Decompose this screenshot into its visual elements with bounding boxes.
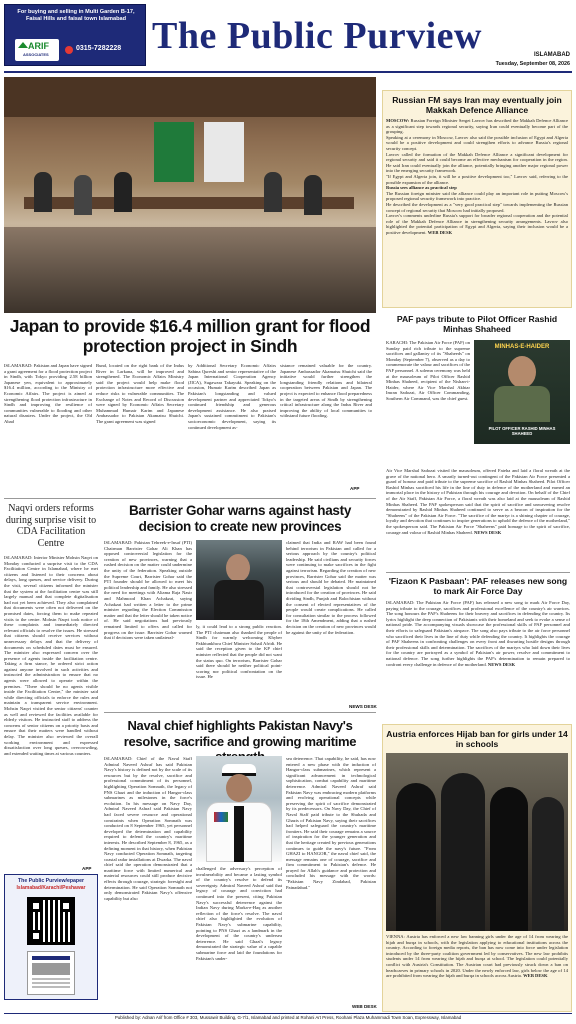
divider bbox=[4, 498, 376, 499]
japan-signing-photo bbox=[4, 77, 376, 313]
gohar-col-1: ISLAMABAD: Pakistan Tehreek-e-Insaf (PTI) Chairman Barrister Gohar Ali Khan has opposed controversial legislation for the creation of new provinces, warning that a rushed decision on the matter could undermine the unity of the federation. Speaking outside the Supreme Court, Barrister Gohar said the PTI founder should be allowed to meet his political leadership and family. He also stressed the need for meetings with Aliama Raja Nasir and Mahmood Khan Achakzai, saying Achakzai had written a letter to the prime minister regarding the Election Commission matter and that the letter should be taken notice of. He said negotiations had previously remained limited to offers and called for progress on the issue. Barrister Gohar warned that if decisions were taken unilateral- bbox=[104, 540, 192, 641]
ad-text: For buying and selling in Multi Garden B-17, Faisal Hills and faisal town Islamabad bbox=[17, 9, 135, 22]
qr-code-icon bbox=[27, 897, 75, 945]
gohar-col-2: ly, it could lead to a strong public reaction. The PTI chairman also thanked the people of Sindh for warmly welcoming Khyber Pakhtunkhwa Chief Minister Sohail Afridi. He said the reception given to the KP chief minister reflected that the people did not want the status quo. On terrorism, Barrister Gohar said there should be neither political point-scoring nor political confrontation on the issue. He bbox=[196, 624, 282, 680]
rashid-minhas-photo bbox=[474, 340, 570, 444]
masthead-title: The Public Purview bbox=[152, 15, 482, 57]
navy-col-1: ISLAMABAD: Chief of the Naval Staff Admiral Naveed Ashraf has said Pakistan Navy's history is defined not by the scale of its resources but by the resolve, sacrifice and professional commitment of its personnel, highlighting Operation Somnath, the legacy of PNS Ghazi and the induction of Hangor-class submarines as milestones in the force's evolution. In his message on Navy Day, Admiral Naveed Ashraf said Pakistan Navy had faced severe resource and operational constraints when Operation Somnath was conducted on 8 September 1965, yet personnel developed the determination and capability required to defend the country's maritime interests. He described September 8, 1965, as a defining moment in that history, when Pakistan Navy conducted Operation Somnath, targeting coastal radar installations at Dwarka. The naval chief said the operation demonstrated that a maritime force with limited numerical and material resources could still produce decisive effects through courage, strategic foresight and determination. He said Operation Somnath not only demonstrated Pakistan Navy's offensive capability but also bbox=[104, 756, 192, 901]
gohar-photo bbox=[196, 540, 282, 620]
house-icon bbox=[18, 42, 28, 48]
phone-icon bbox=[65, 46, 73, 54]
real-estate-ad[interactable] bbox=[4, 4, 146, 66]
navy-credit: WEB DESK bbox=[352, 1004, 377, 1009]
pasban-headline: 'Fizaon K Pasbaan': PAF releases new song to mark Air Force Day bbox=[388, 576, 568, 596]
russia-dateline: MOSCOW: bbox=[386, 118, 410, 123]
gohar-credit: NEWS DESK bbox=[349, 704, 377, 709]
masthead-date: Tuesday, September 08, 2026 bbox=[495, 61, 570, 67]
japan-col-4: sistance remained valuable for the country. Japanese Ambassador Akamatsu Shuichi said the initiative would further strengthen the longstanding friendly relations and bilateral cooperation between Pakistan and Japan. The project is expected to enhance flood preparedness in the targeted areas of Sindh by strengthening critical infrastructure along the Indus River and improving the ability of local communities to withstand future flooding. bbox=[280, 363, 372, 419]
navy-col-2: challenged the adversary's perception of invulnerability and became a lasting symbol of the country's resolve to defend its sovereignty. Admiral Naveed Ashraf said that legacy of courage and conviction had continued into the present, citing Pakistan Navy's successful deterrence against the Indian Navy during Marka-e-Haq as another reflection of the force's resolve. The naval chief also highlighted the evolution of Pakistan Navy's submarine capability, pointing to PNS Ghazi as a landmark in the development of the country's undersea deterrence. He said Ghazi's legacy demonstrated the strategic value of a capable submarine force and laid the foundations for Pakistan's under- bbox=[196, 866, 282, 961]
epaper-line-2[interactable]: Islamabad/Karachi/Peshawar bbox=[16, 885, 86, 891]
russia-headline: Russian FM says Iran may eventually join Makkah Defence Alliance bbox=[392, 95, 562, 115]
ad-brand-sub: ASSOCIATES bbox=[23, 52, 49, 57]
ad-brand: ARIF bbox=[28, 41, 49, 51]
naqvi-headline: Naqvi orders reforms during surprise visit to CDA Facilitation Centre bbox=[5, 503, 97, 549]
paf-col-1: KARACHI: The Pakistan Air Force (PAF) on Sunday paid rich tribute to the supreme sacrifices and gallantry of its "Shaheeds" on Monday (September 7), observed as a day to commemorate the valour and sacrifices of the PAF personnel. A solemn ceremony was held at the mausoleum of Pilot Officer Rashid Minhas Shaheed, recipient of the Nishan-i-Haider, where Air Vice Marshal Akhtar Imran Sadozai, Air Officer Commanding, Southern Air Command, was the chief guest. bbox=[386, 340, 470, 401]
gohar-headline: Barrister Gohar warns against hasty decision to create new provinces bbox=[128, 503, 352, 534]
masthead-city: ISLAMABAD bbox=[534, 52, 570, 58]
divider bbox=[386, 572, 570, 573]
japan-credit: APP bbox=[350, 486, 360, 491]
ad-phone[interactable]: 0315-7282228 bbox=[76, 45, 122, 52]
epaper-promo[interactable] bbox=[4, 874, 98, 1000]
naval-chief-photo bbox=[196, 756, 282, 862]
paf-photo-title: MINHAS-E-HAIDER bbox=[494, 344, 550, 350]
russia-body: MOSCOW: Russian Foreign Minister Sergei Lavrov has described the Makkah Defence Alliance as a significant step towards regional security, saying Iran could eventually become part of the grouping. Speaking at a ceremony in Moscow, Lavrov also said the possible inclusion of Egypt and Algeria would be a positive development and could strengthen efforts to advance Russia's regional security concept. Lavrov called the formation of the Makkah Defence Alliance a significant development for regional security and said it could become an effective mechanism for cooperation in the region. He said Iran could eventually join the alliance, potentially bringing another major regional power into the emerging security framework. "If Egypt and Algeria join, it will be a positive development too," Lavrov said, referring to the possible expansion of the alliance. Russia sees alliance as practical step The Russian foreign minister said the alliance could play an important role in putting Moscow's proposed regional security framework into practice. He described the development as a "very good practical step" towards implementing the Russian concept of regional security that Moscow had initially proposed. Lavrov's comments underline Russia's support for broader regional cooperation and the potential role of the Makkah Defence Alliance in strengthening security arrangements. Lavrov also highlighted the potential participation of Egypt and Algeria, saying their inclusion would be a positive development. WEB DESK bbox=[386, 118, 568, 235]
japan-col-1: ISLAMABAD: Pakistan and Japan have signed a grant agreement for a flood protection project in Sindh, with Tokyo providing 2.58 billion Japanese yen, equivalent to approximately $16.4 million, according to the Ministry of Economic Affairs. The project is aimed at strengthening flood protection infrastructure in Sindh and improving the resilience of communities vulnerable to flooding and other natural disasters. Under the project, the Old Abad bbox=[4, 363, 92, 424]
divider bbox=[104, 712, 376, 713]
paf-photo-caption: PILOT OFFICER RASHID MINHAS SHAHEED bbox=[488, 426, 556, 436]
austria-body: VIENNA: Austria has enforced a new law banning girls under the age of 14 from wearing the hijab and burqa in schools, with the legislation applying to educational institutions across the country. According to foreign media reports, the ban has now come into force under legislation introduced by the three-party coalition government led by conservatives. The new law prohibits students under 14 from wearing the hijab and burqa at school. The legislation could potentially conflict with Austria's Constitution. The Austrian court had previously struck down a ban on headscarves in primary schools in 2020. Under the newly enforced law, girls below the age of 14 are prohibited from wearing the hijab and burqa in schools across Austria. WEB DESK bbox=[386, 934, 568, 979]
pasban-body: ISLAMABAD: The Pakistan Air Force (PAF) has released a new song to mark Air Force Day, paying tribute to the courage, sacrifices and professional excellence of the country's air warriors. The song honours the PAF's Shaheens for their bravery and sacrifices in defending the country. Its lyrics highlight the deep connection of Pakistanis with their homeland and seek to evoke a sense of national pride. The accompanying visuals showcase the professional skills of PAF personnel and their efforts to safeguard Pakistan's airspace. The song also pays tribute to the air force personnel who sacrificed their lives in the line of duty while defending the country. It highlights the courage of PAF Shaheens in confronting challenges on every front and thwarting hostile designs through their professional skills and determination. The sacrifices of the martyrs who laid down their lives for the country are portrayed as a symbol of Pakistan's air power, resolve and commitment to national defence. The song further highlights the PAF's determination to remain prepared to confront every challenge in defence of the motherland. NEWS DESK bbox=[386, 600, 570, 667]
paf-headline: PAF pays tribute to Pilot Officer Rashid Minhas Shaheed bbox=[396, 314, 558, 334]
naqvi-body: ISLAMABAD: Interior Minister Mohsin Naqvi on Monday conducted a surprise visit to the CDA Facilitation Centre in Islamabad, where he met citizens and listened to their concerns about delays, long queues, and service delivery. During the visit, several citizens informed the minister that the system at the facilitation centre was still largely manual and that complete digitalisation had not yet been achieved. They also complained that documents were often not delivered on the promised dates, forcing them to make repeated visits to the centre. Mohsin Naqvi took notice of these complaints and immediately directed relevant officials to resolve the issues. He stressed that citizens should receive services without unnecessary delays and that the delivery of documents on scheduled dates must be ensured. The minister also expressed concern over the presence of agents inside the facilitation centre. Taking a firm stance, he ordered strict action against anyone involved in such activities and instructed the administration to ensure that no agents were allowed to operate within the premises. "There should be no agents visible inside the Facilitation Centre," the minister said while directing officials to enforce the rules and maintain a transparent service environment. Mohsin Naqvi visited the senior citizens' counter as well and reviewed the facilities available for elderly visitors. He instructed staff to address the concerns of senior citizens on a priority basis and ensure that their matters were handled without delay. The minister also reviewed the overall working environment and expressed dissatisfaction over long queues, overcrowding, and extended waiting times at various counters. bbox=[4, 555, 98, 756]
navy-col-3: sea deterrence. That capability, he said, has now entered a new phase with the induction of Hangor-class submarines, which represent a significant advancement in technological sophistication, combat capability and maritime deterrence. Admiral Naveed Ashraf said Pakistan Navy was embracing modern platforms and evolving operational concepts while preserving the spirit of sacrifice demonstrated by its predecessors. On Navy Day, the Chief of Naval Staff paid tribute to the Shuhada and Ghazis of Pakistan Navy, saying their sacrifices had helped safeguard the country's maritime frontiers. He said their courage remains a source of inspiration for the younger generation and that the heritage created by previous generations continues to guide the navy's future. "From GHAZI to HANGOR," the naval chief said, the message remains one of courage, sacrifice and firm commitment to Pakistan's defence. He prayed for Allah's guidance and protection and concluded his message with the words: "Pakistan Navy Zindabad, Pakistan Painadabad." bbox=[286, 756, 376, 890]
footer-rule bbox=[4, 1013, 572, 1014]
japan-headline: Japan to provide $16.4 million grant for flood protection project in Sindh bbox=[9, 316, 371, 356]
naqvi-credit: APP bbox=[82, 866, 92, 871]
austria-headline: Austria enforces Hijab ban for girls under 14 in schools bbox=[386, 729, 568, 749]
ad-logo bbox=[15, 39, 59, 61]
masthead-rule bbox=[4, 71, 572, 73]
japan-col-3: by Additional Secretary Economic Affairs Sabina Qureshi and senior representative of the Japan International Cooperation Agency (JICA), Sugawara Takayuki. Speaking on the occasion, Humair Karim described Japan as Pakistan's longstanding and valued development partner and appreciated Tokyo's continued friendship and generous development assistance. He also praised Japan's sustained commitment to Pakistan's socioeconomic development, saying its continued development as- bbox=[188, 363, 276, 430]
gohar-col-3: claimed that India and RAW had been found behind terrorism in Pakistan and called for a serious approach by the country's political leadership. He said civilians and security forces were continuing to make sacrifices in the fight against terrorism. Regarding the creation of new provinces, Barrister Gohar said the matter was serious and should be debated. He maintained that controversial legislation should not be introduced for the creation of provinces. He said dividing Sindh, Punjab and Balochistan without the consent of elected representatives of the people would create complications. He called for consultation similar to the process followed for the 18th Amendment, adding that a rushed decision on the creation of new provinces would be against the unity of the federation. bbox=[286, 540, 376, 635]
navy-headline: Naval chief highlights Pakistan Navy's resolve, sacrifice and growing maritime bbox=[123, 718, 357, 749]
paf-col-2: Air Vice Marshal Sadozai visited the mausoleum, offered Fateha and laid a floral wreath at the grave of the national hero. A smartly turned-out contingent of the Pakistan Air Force presented a guard of honour and paid tribute to the supreme sacrifice of Rashid Minhas Shaheed. Pilot Officer Rashid Minhas sacrificed his life in the line of duty in defence of the motherland and earned an immortal place in the history of Pakistan through his courage and devotion. On behalf of the Chief of the Air Staff, Pakistan Air Force, a floral wreath was also laid at the mausoleum of Rashid Minhas Shaheed. The PAF spokesperson said that the spirit of sacrifice and unwavering resolve demonstrated by Rashid Minhas Shaheed continued to serve as a beacon of inspiration for the "Shaheens" of the Pakistan Air Force. "The sacrifice of the martyr is a shining chapter of courage, loyalty and devotion that continues to inspire generations to uphold the defence of the motherland," the spokesperson said. The Pakistan Air Force "Shaheens" paid homage to the spirit of sacrifice, courage and valour of Rashid Minhas Shaheed. NEWS DESK bbox=[386, 468, 570, 535]
japan-col-2: Bund, located on the right bank of the Indus River in Larkana, will be improved and strengthened. The Economic Affairs Ministry said the project would help make flood protection infrastructure more effective and reduce risks to vulnerable communities. The Exchange of Notes and Record of Discussion were signed by Economic Affairs Secretary Muhammad Humair Karim and Japanese Ambassador to Pakistan Akamatsu Shuichi. The grant agreement was signed bbox=[96, 363, 184, 424]
newspaper-thumbnail bbox=[27, 951, 75, 995]
epaper-line-1[interactable]: The Public Purview/epaper bbox=[17, 878, 85, 884]
russia-subhead: Russia sees alliance as practical step bbox=[386, 185, 457, 191]
footer-imprint: Published by: Adnan Arif from Office # 303, Mussawir Building, G-7/1, Islamabad and printed at Rohani Art Press, Roohani Plaza Muhammadi Town Soan, Expressway, Islamabad bbox=[114, 1015, 462, 1020]
hijab-students-photo bbox=[386, 753, 568, 931]
